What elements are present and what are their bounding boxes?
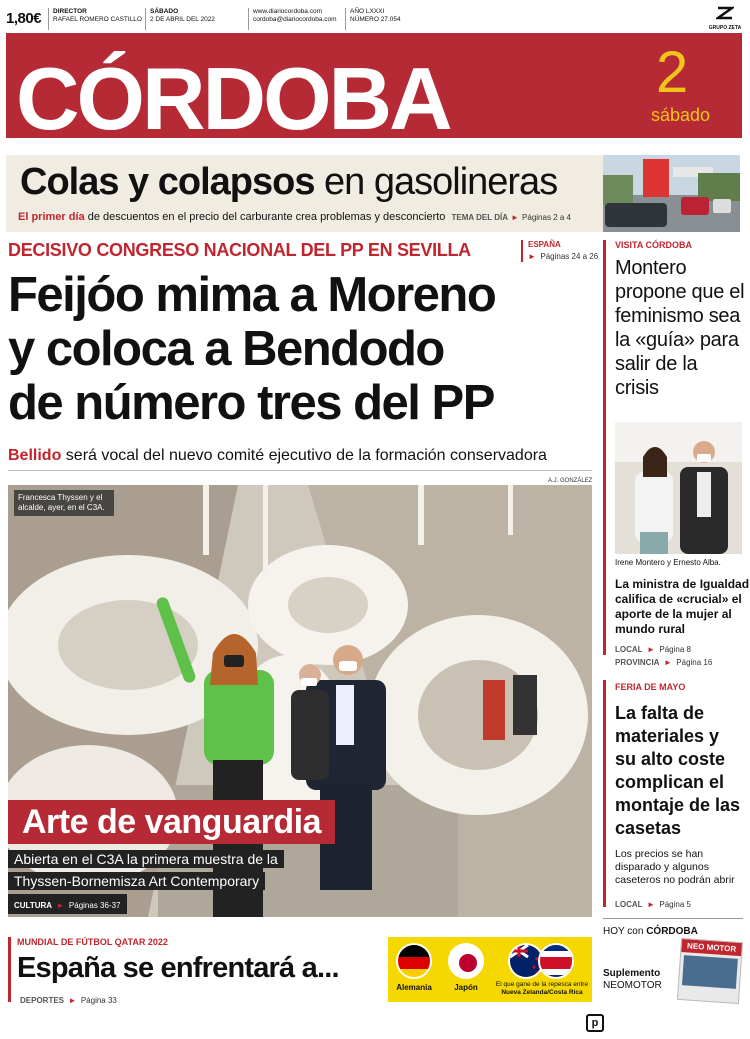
arte-pages: Páginas 36-37 — [68, 901, 121, 910]
arte-section: CULTURA — [14, 901, 53, 910]
arrow-icon: ► — [647, 900, 655, 909]
montero-caption: Irene Montero y Ernesto Alba. — [615, 558, 721, 567]
day-name: sábado — [651, 105, 711, 125]
section-divider — [521, 240, 523, 262]
newspaper-title: CÓRDOBA — [16, 49, 450, 148]
arte-headline[interactable]: Arte de vanguardia — [8, 800, 335, 844]
costa-rica-flag-icon — [538, 943, 574, 979]
lead-banner[interactable] — [6, 155, 606, 232]
rule — [603, 918, 743, 919]
hoy-label: HOY — [603, 926, 625, 937]
germany-flag-icon — [396, 943, 432, 979]
arrow-icon: ► — [511, 213, 519, 222]
feria-label: FERIA DE MAYO — [615, 682, 686, 692]
local-pages: Página 8 — [659, 645, 691, 654]
feria-pages: Página 5 — [659, 900, 691, 909]
feria-local: LOCAL — [615, 900, 643, 909]
feria-sub: Los precios se han disparado y algunos caseteros no podrán abrir — [615, 848, 735, 886]
masthead — [6, 33, 742, 148]
photo-caption: Francesca Thyssen y el alcalde, ayer, en el C3A. — [14, 490, 114, 516]
issue-info — [345, 8, 401, 30]
suplemento-label: Suplemento — [603, 968, 661, 979]
arte-sub-line1: Abierta en el C3A la primera muestra de la — [8, 850, 284, 868]
gas-station-photo — [603, 155, 740, 232]
arte-section-ref[interactable] — [8, 894, 127, 914]
main-sub-red: Bellido — [8, 447, 62, 464]
flag1-label: Alemania — [396, 983, 432, 992]
date-info — [145, 8, 215, 30]
weekday: SÁBADO — [150, 8, 179, 15]
arrow-icon: ► — [68, 996, 77, 1005]
kiosko-icon[interactable]: p — [586, 1014, 604, 1032]
deportes-pages: Página 33 — [80, 996, 117, 1005]
flag3-line1: El que gane de la repesca entre — [495, 981, 589, 988]
main-headline-line3: de número tres del PP — [8, 376, 494, 430]
arrow-icon: ► — [528, 252, 536, 261]
year: AÑO LXXXI — [350, 8, 385, 15]
main-section: ESPAÑA — [528, 240, 561, 249]
flags-panel — [388, 937, 592, 1002]
feria-ref[interactable] — [615, 894, 691, 912]
mundial-headline[interactable]: España se enfrentará a... — [17, 952, 339, 984]
group-name: GRUPO ZETA — [708, 25, 742, 31]
neomotor-label: NEOMOTOR — [603, 980, 662, 991]
flag3-line2: Nueva Zelanda/Costa Rica — [501, 989, 583, 996]
lead-tag: TEMA DEL DÍA — [451, 213, 508, 222]
lead-sub-red: El primer día — [18, 211, 85, 223]
director-label: DIRECTOR — [53, 8, 87, 15]
website: www.diariocordoba.com — [253, 8, 323, 15]
hoy-paper: CÓRDOBA — [646, 926, 698, 937]
deportes-label: DEPORTES — [20, 996, 65, 1005]
main-pages: Páginas 24 a 26 — [540, 252, 599, 261]
main-kicker: DECISIVO CONGRESO NACIONAL DEL PP EN SEVILLA — [8, 240, 471, 260]
flag2-label: Japón — [454, 983, 478, 992]
montero-photo — [615, 422, 742, 554]
main-headline-line2: y coloca a Bendodo — [8, 322, 444, 376]
cover-image — [682, 955, 738, 989]
local-label: LOCAL — [615, 645, 643, 654]
mundial-label: MUNDIAL DE FÚTBOL QATAR 2022 — [17, 937, 168, 947]
feria-divider — [603, 680, 606, 907]
main-section-ref[interactable] — [528, 240, 598, 262]
photo-credit: A.J. GONZÁLEZ — [548, 478, 593, 484]
arrow-icon: ► — [663, 658, 672, 667]
right-divider — [603, 240, 606, 655]
neomotor-cover[interactable] — [677, 938, 743, 1004]
provincia-pages: Página 16 — [676, 658, 713, 667]
main-headline-line1: Feijóo mima a Moreno — [8, 268, 496, 322]
japan-flag-icon — [448, 943, 484, 979]
montero-refs[interactable] — [615, 642, 712, 668]
main-sub-text: será vocal del nuevo comité ejecutivo de la formación conservadora — [61, 447, 547, 464]
price: 1,80€ — [6, 10, 42, 27]
mundial-ref[interactable] — [20, 990, 117, 1008]
lead-headline-light: en gasolineras — [314, 161, 558, 203]
lead-headline-bold: Colas y colapsos — [20, 161, 315, 203]
day-number: 2 — [656, 40, 689, 105]
director-info — [48, 8, 142, 30]
suplemento-block[interactable] — [603, 968, 662, 992]
ministra-text: La ministra de Igualdad califica de «crucial» el aporte de la mujer al mundo rural — [615, 577, 750, 636]
visita-headline[interactable]: Montero propone que el feminismo sea la «guía» para salir de la crisis — [615, 257, 745, 399]
provincia-label: PROVINCIA — [615, 658, 660, 667]
main-subhead — [8, 447, 547, 465]
hoy-line — [603, 926, 698, 937]
grupo-zeta-icon — [716, 6, 734, 20]
issue-number: NÚMERO 27.054 — [350, 16, 401, 23]
lead-subhead — [18, 211, 571, 223]
group-logo — [705, 6, 745, 31]
main-headline[interactable] — [8, 268, 603, 430]
lead-headline — [20, 161, 557, 204]
hoy-con: con — [624, 926, 647, 937]
director-name: RAFAEL ROMERO CASTILLO — [53, 16, 142, 23]
visita-label: VISITA CÓRDOBA — [615, 240, 693, 250]
rule — [8, 470, 592, 471]
email: cordoba@diariocordoba.com — [253, 16, 337, 23]
arrow-icon: ► — [56, 901, 65, 910]
flag3-label — [492, 981, 592, 997]
lead-pages: Páginas 2 a 4 — [522, 213, 571, 222]
lead-sub-text: de descuentos en el precio del carburante crea problemas y desconcierto — [84, 211, 446, 223]
neomotor-cover-logo: NEO MOTOR — [681, 939, 742, 956]
feria-headline[interactable]: La falta de materiales y su alto coste complican el montaje de las casetas — [615, 703, 741, 838]
date: 2 DE ABRIL DEL 2022 — [150, 16, 215, 23]
bottom-divider — [8, 937, 11, 1002]
contact-info — [248, 8, 337, 30]
arte-sub-line2: Thyssen-Bornemisza Art Contemporary — [8, 872, 265, 890]
arrow-icon: ► — [647, 645, 655, 654]
